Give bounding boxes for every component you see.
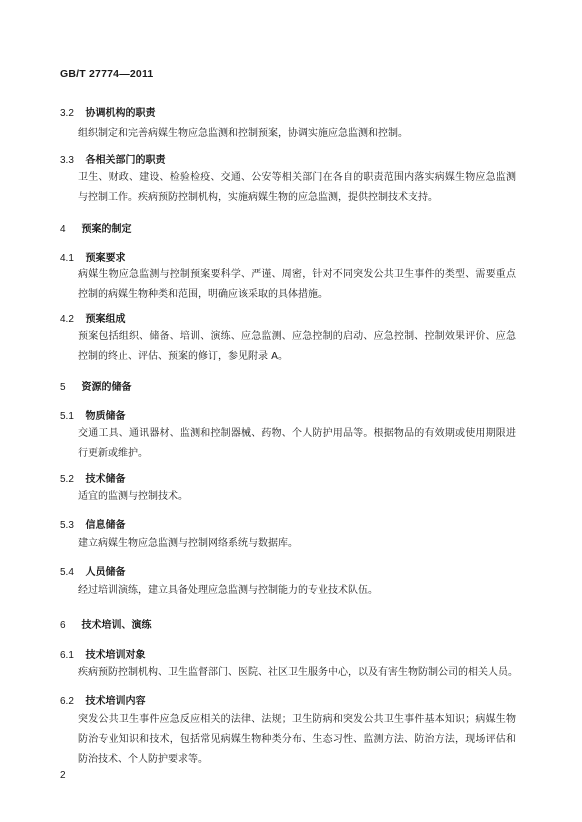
section-6-2-body: 突发公共卫生事件应急反应相关的法律、法规；卫生防病和突发公共卫生事件基本知识；病媒生物防治专业知识和技术，包括常见病媒生物种类分布、生态习性、监测方法、防治方法，现场评估和防治技术、个人防护要求等。 — [78, 714, 516, 765]
section-number: 5.3 — [60, 520, 74, 531]
section-6-1-body: 疾病预防控制机构、卫生监督部门、医院、社区卫生服务中心，以及有害生物防制公司的相关人员。 — [78, 667, 518, 678]
section-number: 6.2 — [60, 696, 74, 707]
section-6-1-heading — [60, 646, 145, 661]
section-title-text: 信息储备 — [85, 520, 126, 531]
section-title-text: 协调机构的职责 — [85, 108, 156, 119]
section-number: 5 — [60, 382, 66, 393]
section-number: 4.2 — [60, 314, 74, 325]
section-title-text: 物质储备 — [85, 411, 126, 422]
section-title-text: 技术培训对象 — [85, 650, 146, 661]
section-number: 3.3 — [60, 155, 74, 166]
section-5-3-body: 建立病媒生物应急监测与控制网络系统与数据库。 — [78, 538, 298, 549]
section-4-1-heading — [60, 249, 125, 264]
section-5-4-body: 经过培训演练，建立具备处理应急监测与控制能力的专业技术队伍。 — [78, 585, 378, 596]
section-title-text: 预案的制定 — [81, 224, 132, 235]
section-5-4-heading — [60, 563, 125, 578]
section-4-2-heading — [60, 310, 125, 325]
section-title-text: 预案组成 — [85, 314, 126, 325]
section-title-text: 人员储备 — [85, 567, 126, 578]
section-6-heading — [60, 616, 151, 631]
section-5-3-heading — [60, 516, 125, 531]
section-number: 5.2 — [60, 474, 74, 485]
section-title-text: 各相关部门的职责 — [85, 155, 166, 166]
section-3-2-heading — [60, 104, 155, 119]
section-title-text: 预案要求 — [85, 253, 126, 264]
section-title-text: 技术培训内容 — [85, 696, 146, 707]
section-5-1-body: 交通工具、通讯器材、监测和控制器械、药物、个人防护用品等。根据物品的有效期或使用期限进行更新或维护。 — [78, 428, 516, 459]
section-number: 5.4 — [60, 567, 74, 578]
section-number: 6.1 — [60, 650, 74, 661]
section-4-1-body: 病媒生物应急监测与控制预案要科学、严谨、周密，针对不同突发公共卫生事件的类型、需要重点控制的病媒生物种类和范围，明确应该采取的具体措施。 — [78, 269, 516, 300]
section-title-text: 技术培训、演练 — [81, 620, 152, 631]
section-number: 3.2 — [60, 108, 74, 119]
section-5-2-body: 适宜的监测与控制技术。 — [78, 491, 188, 502]
section-title-text: 资源的储备 — [81, 382, 132, 393]
section-title-text: 技术储备 — [85, 474, 126, 485]
standard-code-header: GB/T 27774—2011 — [60, 68, 154, 80]
page-number: 2 — [60, 770, 66, 781]
section-4-2-body: 预案包括组织、储备、培训、演练、应急监测、应急控制的启动、应急控制、控制效果评价、应急控制的终止、评估、预案的修订，参见附录 A。 — [78, 331, 516, 362]
section-3-3-body: 卫生、财政、建设、检验检疫、交通、公安等相关部门在各自的职责范围内落实病媒生物应急监测与控制工作。疾病预防控制机构，实施病媒生物的应急监测，提供控制技术支持。 — [78, 172, 516, 203]
section-number: 6 — [60, 620, 66, 631]
section-5-2-heading — [60, 470, 125, 485]
section-number: 4 — [60, 224, 66, 235]
section-3-2-body: 组织制定和完善病媒生物应急监测和控制预案，协调实施应急监测和控制。 — [78, 128, 408, 139]
section-5-1-heading — [60, 407, 125, 422]
section-3-3-heading — [60, 151, 165, 166]
section-5-heading — [60, 378, 131, 393]
section-number: 4.1 — [60, 253, 74, 264]
section-number: 5.1 — [60, 411, 74, 422]
section-6-2-heading — [60, 692, 145, 707]
section-4-heading — [60, 220, 131, 235]
